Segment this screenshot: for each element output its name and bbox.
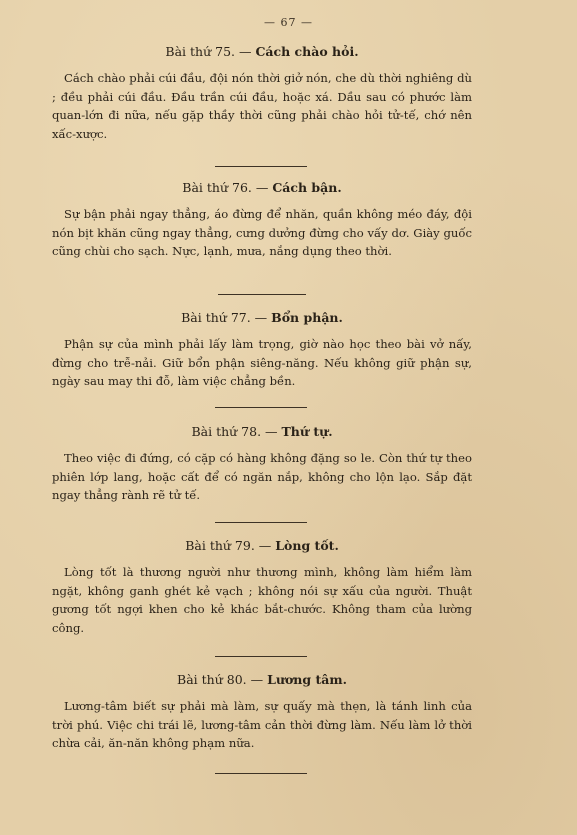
lesson-80-title: Lương tâm. bbox=[267, 672, 347, 687]
lesson-79-number: Bài thứ 79. — bbox=[185, 538, 272, 553]
section-divider bbox=[218, 294, 306, 295]
section-divider bbox=[215, 166, 307, 167]
lesson-76-title: Cách bận. bbox=[272, 180, 342, 195]
lesson-77-body: Phận sự của mình phải lấy làm trọng, giờ nào học theo bài vở nấy, đừng cho trễ-nải. Giữ bổn phận siêng-năng. Nếu không giữ phận sự, ngày sau may thi đỗ, làm việc chẳng bền. bbox=[52, 337, 472, 388]
lesson-79-heading bbox=[52, 538, 472, 553]
lesson-77-heading bbox=[52, 310, 472, 325]
lesson-75-heading bbox=[52, 44, 472, 59]
lesson-77 bbox=[52, 310, 472, 391]
lesson-78-heading bbox=[52, 424, 472, 439]
section-divider bbox=[215, 773, 307, 774]
lesson-80 bbox=[52, 672, 472, 753]
lesson-77-number: Bài thứ 77. — bbox=[181, 310, 268, 325]
lesson-80-body: Lương-tâm biết sự phải mà làm, sự quấy mà thẹn, là tánh linh của trời phú. Việc chi trái lẽ, lương-tâm cản thời đừng làm. Nếu làm lở thời chừa cải, ăn-năn không phạm nữa. bbox=[52, 699, 472, 750]
lesson-78 bbox=[52, 424, 472, 505]
section-divider bbox=[215, 522, 307, 523]
lesson-76-number: Bài thứ 76. — bbox=[182, 180, 269, 195]
lesson-79 bbox=[52, 538, 472, 637]
lesson-75-title: Cách chào hỏi. bbox=[255, 44, 359, 59]
lesson-75-number: Bài thứ 75. — bbox=[165, 44, 252, 59]
lesson-76-heading bbox=[52, 180, 472, 195]
lesson-78-number: Bài thứ 78. — bbox=[191, 424, 278, 439]
lesson-76 bbox=[52, 180, 472, 261]
lesson-79-title: Lòng tốt. bbox=[275, 538, 339, 553]
lesson-80-number: Bài thứ 80. — bbox=[177, 672, 264, 687]
lesson-78-body: Theo việc đi đứng, có cặp có hàng không đặng so le. Còn thứ tự theo phiên lớp lang, hoặc cất để có ngăn nắp, không cho lộn lạo. Sắp đặt ngay thẳng rành rẽ tử tế. bbox=[52, 451, 472, 502]
lesson-76-body: Sự bận phải ngay thẳng, áo đừng để nhăn, quần không méo đáy, đội nón bịt khăn cũng ngay thẳng, cưng dưởng đừng cho vấy dơ. Giày guốc cũng chùi cho sạch. Nực, lạnh, mưa, nắng dụng theo thời. bbox=[52, 207, 472, 258]
lesson-77-title: Bổn phận. bbox=[271, 310, 343, 325]
section-divider bbox=[215, 407, 307, 408]
lesson-75 bbox=[52, 44, 472, 143]
lesson-75-body: Cách chào phải cúi đầu, đội nón thời giở nón, che dù thời nghiêng dù ; đều phải cúi đầu. Đầu trần cúi đầu, hoặc xá. Dầu sau có phước làm quan-lớn đi nữa, nếu gặp thầy thời cũng phải chào hỏi tử-tế, chớ nên xấc-xược. bbox=[52, 71, 472, 141]
section-divider bbox=[215, 656, 307, 657]
lesson-80-heading bbox=[52, 672, 472, 687]
lesson-78-title: Thứ tự. bbox=[281, 424, 333, 439]
lesson-79-body: Lòng tốt là thương người như thương mình, không làm hiểm làm ngặt, không ganh ghét kẻ vạch ; không nói sự xấu của người. Thuật gương tốt ngợi khen cho kẻ khác bắt-chước. Không tham của lường công. bbox=[52, 565, 472, 635]
page-number: — 67 — bbox=[264, 16, 313, 29]
